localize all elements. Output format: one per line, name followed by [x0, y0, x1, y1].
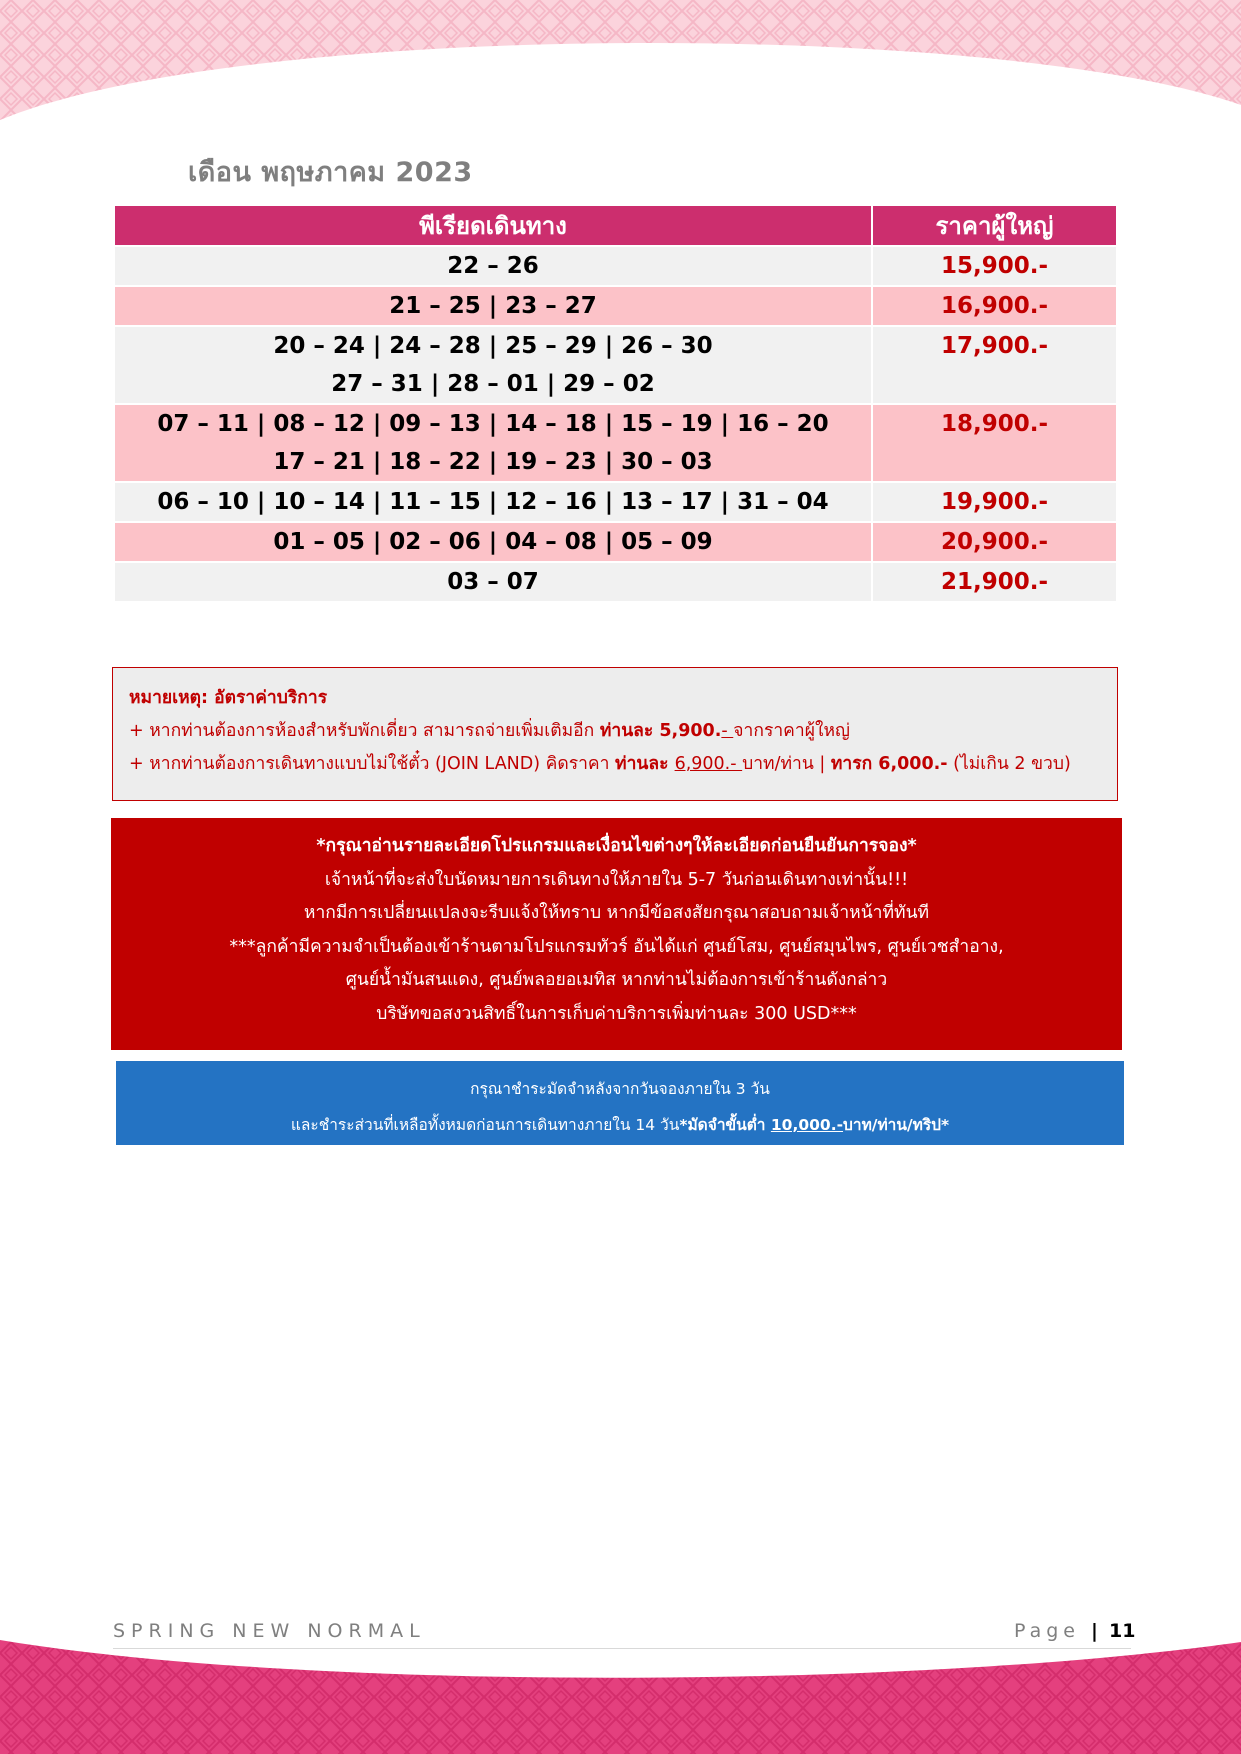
payment-line: กรุณาชำระมัดจำหลังจากวันจองภายใน 3 วัน	[470, 1080, 770, 1098]
top-decorative-band	[0, 0, 1241, 140]
note-text: บาท/ท่าน |	[742, 754, 831, 774]
payment-emphasis: บาท/ท่าน/ทริป*	[843, 1116, 950, 1134]
note-line-join-land	[129, 748, 1101, 781]
note-text: + หากท่านต้องการเดินทางแบบไม่ใช้ตั๋ว (JOIN LAND) คิดราคา	[129, 754, 616, 774]
page-number: 11	[1109, 1620, 1136, 1642]
footer-program-name: SPRING NEW NORMAL	[113, 1620, 426, 1642]
period-line: 27 – 31 | 28 – 01 | 29 – 02	[331, 371, 655, 397]
table-row	[114, 404, 1117, 482]
table-row	[114, 246, 1117, 286]
period-line: 03 – 07	[447, 569, 539, 595]
page-label: Page	[1014, 1620, 1080, 1642]
conditions-line: ศูนย์น้ำมันสนแดง, ศูนย์พลอยอเมทิส หากท่านไม่ต้องการเข้าร้านดังกล่าว	[345, 970, 888, 990]
conditions-line: ***ลูกค้ามีความจำเป็นต้องเข้าร้านตามโปรแกรมทัวร์ อันได้แก่ ศูนย์โสม, ศูนย์สมุนไพร, ศูนย์เวชสำอาง,	[229, 936, 1004, 957]
payment-deposit-amount: 10,000.-	[770, 1116, 844, 1134]
column-header-period: พีเรียดเดินทาง	[114, 205, 872, 246]
period-cell	[114, 246, 872, 286]
conditions-line: เจ้าหน้าที่จะส่งใบนัดหมายการเดินทางให้ภายใน 5-7 วันก่อนเดินทางเท่านั้น!!!	[324, 869, 909, 890]
note-text: (ไม่เกิน 2 ขวบ)	[947, 754, 1071, 774]
note-line-single-room	[129, 715, 1101, 748]
period-cell	[114, 522, 872, 562]
price-cell: 18,900.-	[872, 404, 1117, 482]
note-text: + หากท่านต้องการห้องสำหรับพักเดี่ยว สามารถจ่ายเพิ่มเติมอีก	[129, 721, 600, 741]
period-cell	[114, 326, 872, 404]
payment-terms-box	[116, 1061, 1124, 1145]
price-cell: 21,900.-	[872, 562, 1117, 602]
price-cell: 17,900.-	[872, 326, 1117, 404]
period-line: 20 – 24 | 24 – 28 | 25 – 29 | 26 – 30	[273, 333, 713, 359]
note-emphasis: ท่านละ	[615, 754, 675, 774]
period-cell	[114, 404, 872, 482]
payment-line	[126, 1107, 1114, 1143]
conditions-heading: *กรุณาอ่านรายละเอียดโปรแกรมและเงื่อนไขต่างๆให้ละเอียดก่อนยืนยันการจอง*	[316, 836, 917, 856]
price-cell: 15,900.-	[872, 246, 1117, 286]
period-cell	[114, 286, 872, 326]
period-line: 07 – 11 | 08 – 12 | 09 – 13 | 14 – 18 | 15 – 19 | 16 – 20	[157, 411, 829, 437]
period-line: 17 – 21 | 18 – 22 | 19 – 23 | 30 – 03	[273, 449, 713, 475]
period-cell	[114, 562, 872, 602]
conditions-line: หากมีการเปลี่ยนแปลงจะรีบแจ้งให้ทราบ หากมีข้อสงสัยกรุณาสอบถามเจ้าหน้าที่ทันที	[303, 903, 930, 923]
bottom-decorative-band	[0, 1620, 1241, 1754]
month-title: เดือน พฤษภาคม 2023	[188, 157, 473, 188]
note-emphasis: ทารก 6,000.-	[830, 754, 948, 774]
period-cell	[114, 482, 872, 522]
price-cell: 19,900.-	[872, 482, 1117, 522]
table-row	[114, 326, 1117, 404]
payment-emphasis: *มัดจำขั้นต่ำ	[679, 1116, 771, 1134]
note-text: จากราคาผู้ใหญ่	[733, 721, 850, 741]
period-line: 06 – 10 | 10 – 14 | 11 – 15 | 12 – 16 | 13 – 17 | 31 – 04	[157, 489, 829, 515]
price-cell: 20,900.-	[872, 522, 1117, 562]
period-line: 22 – 26	[447, 253, 539, 279]
note-title: หมายเหตุ: อัตราค่าบริการ	[129, 688, 328, 708]
note-underline: 6,900.-	[674, 754, 743, 774]
price-cell: 16,900.-	[872, 286, 1117, 326]
payment-text: และชำระส่วนที่เหลือทั้งหมดก่อนการเดินทางภายใน 14 วัน	[290, 1116, 680, 1134]
table-row	[114, 286, 1117, 326]
table-header-row	[114, 205, 1117, 246]
rate-note-box	[112, 667, 1118, 801]
booking-conditions-box	[111, 818, 1122, 1050]
table-row	[114, 562, 1117, 602]
page-separator: |	[1091, 1620, 1098, 1642]
note-emphasis: ท่านละ 5,900.	[599, 721, 722, 741]
period-line: 21 – 25 | 23 – 27	[389, 293, 597, 319]
note-underline: -	[721, 721, 734, 741]
price-table	[113, 204, 1118, 603]
column-header-price: ราคาผู้ใหญ่	[872, 205, 1117, 246]
table-row	[114, 522, 1117, 562]
period-line: 01 – 05 | 02 – 06 | 04 – 08 | 05 – 09	[273, 529, 713, 555]
table-row	[114, 482, 1117, 522]
conditions-line: บริษัทขอสงวนสิทธิ์ในการเก็บค่าบริการเพิ่มท่านละ 300 USD***	[376, 1003, 857, 1024]
